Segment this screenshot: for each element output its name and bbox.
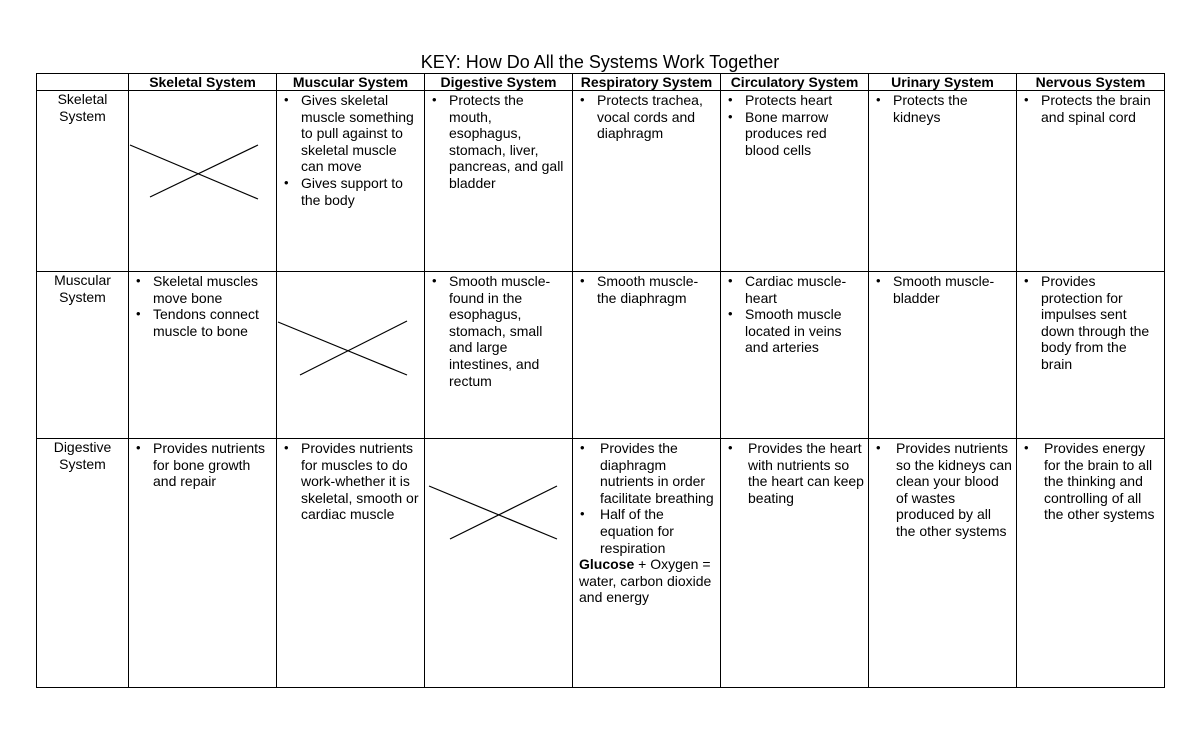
respiration-equation [573, 556, 720, 606]
list-item: • Gives skeletal muscle something to pull against to skeletal muscle can move [301, 92, 420, 175]
list-item: • Skeletal muscles move bone [153, 273, 272, 306]
list-item: • Provides energy for the brain to all the thinking and controlling of all the other systems [1044, 440, 1160, 523]
column-header: Urinary System [869, 74, 1017, 91]
list-item: • Provides nutrients so the kidneys can clean your blood of wastes produced by all the other systems [896, 440, 1012, 540]
row-header: Skeletal System [37, 91, 129, 272]
table-cell [869, 91, 1017, 272]
table-row [37, 272, 1165, 439]
table-cell [425, 272, 573, 439]
list-item: • Protects heart [745, 92, 864, 109]
column-header: Muscular System [277, 74, 425, 91]
table-cell [277, 91, 425, 272]
cross-out-cell [277, 272, 425, 439]
table-cell [129, 439, 277, 688]
table-cell [869, 272, 1017, 439]
column-header: Skeletal System [129, 74, 277, 91]
column-header: Circulatory System [721, 74, 869, 91]
list-item: • Tendons connect muscle to bone [153, 306, 272, 339]
list-item: • Provides nutrients for muscles to do work-whether it is skeletal, smooth or cardiac muscle [301, 440, 420, 523]
list-item: • Protects the mouth, esophagus, stomach, liver, pancreas, and gall bladder [449, 92, 568, 192]
row-header: Muscular System [37, 272, 129, 439]
table-cell [425, 91, 573, 272]
table-cell [1017, 439, 1165, 688]
table-cell [573, 91, 721, 272]
column-header: Digestive System [425, 74, 573, 91]
list-item: • Smooth muscle-the diaphragm [597, 273, 716, 306]
list-item: • Provides protection for impulses sent down through the body from the brain [1041, 273, 1160, 373]
list-item: • Provides the heart with nutrients so the heart can keep beating [748, 440, 864, 506]
equation-rest: + Oxygen = water, carbon dioxide and energy [579, 556, 712, 606]
cross-out-cell [129, 91, 277, 272]
list-item: • Bone marrow produces red blood cells [745, 109, 864, 159]
list-item: • Smooth muscle located in veins and arteries [745, 306, 864, 356]
table-cell [1017, 272, 1165, 439]
cross-out-mark [277, 320, 425, 378]
header-row [37, 74, 1165, 91]
list-item: • Provides the diaphragm nutrients in order facilitate breathing [600, 440, 716, 506]
table-cell [129, 272, 277, 439]
list-item: • Protects trachea, vocal cords and diaphragm [597, 92, 716, 142]
list-item: • Smooth muscle-found in the esophagus, stomach, small and large intestines, and rectum [449, 273, 568, 389]
table-cell [573, 272, 721, 439]
row-header: Digestive System [37, 439, 129, 688]
table-cell [1017, 91, 1165, 272]
list-item: • Smooth muscle-bladder [893, 273, 1012, 306]
column-header: Nervous System [1017, 74, 1165, 91]
list-item: • Gives support to the body [301, 175, 420, 208]
list-item: • Provides nutrients for bone growth and repair [153, 440, 272, 490]
table-cell [721, 272, 869, 439]
column-header: Respiratory System [573, 74, 721, 91]
list-item: • Cardiac muscle-heart [745, 273, 864, 306]
table-row [37, 91, 1165, 272]
systems-table [36, 73, 1165, 688]
equation-bold-term: Glucose [579, 556, 635, 573]
cross-out-cell [425, 439, 573, 688]
table-cell [721, 91, 869, 272]
corner-cell [37, 74, 129, 91]
list-item: • Protects the kidneys [893, 92, 1012, 125]
cross-out-mark [425, 484, 573, 542]
list-item: • Protects the brain and spinal cord [1041, 92, 1160, 125]
table-cell [869, 439, 1017, 688]
document-title: KEY: How Do All the Systems Work Together [420, 52, 780, 72]
table-cell [721, 439, 869, 688]
table-row [37, 439, 1165, 688]
table-cell [573, 439, 721, 688]
cross-out-mark [129, 143, 277, 201]
table-cell [277, 439, 425, 688]
list-item: • Half of the equation for respiration [600, 506, 716, 556]
